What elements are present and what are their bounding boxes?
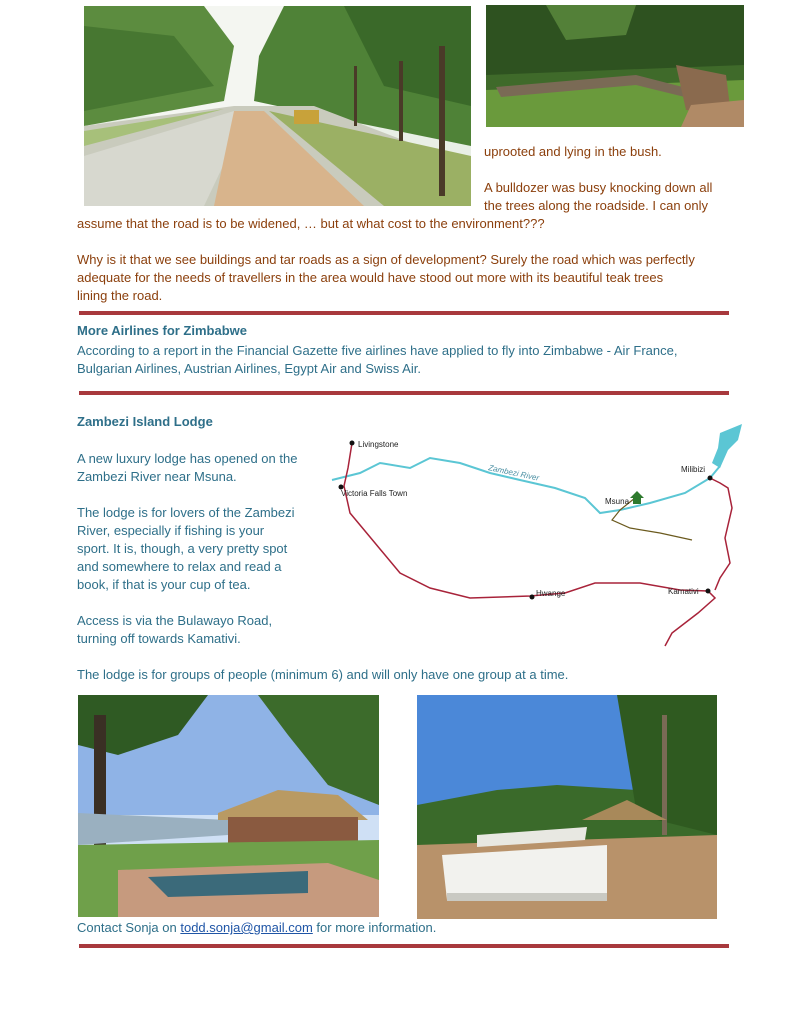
lodge-location-map [320, 418, 750, 653]
map-label-msuna: Msuna [605, 497, 630, 506]
lodge-heading: Zambezi Island Lodge [77, 414, 213, 429]
lodge-pool-photo [78, 695, 379, 917]
road-paragraph-line3: lining the road. [77, 288, 163, 303]
map-label-milibizi: Milibizi [681, 465, 705, 474]
caption-bulldozer-line1: A bulldozer was busy knocking down all [484, 180, 713, 195]
lodge-desc-line2: River, especially if fishing is your [77, 523, 265, 538]
lodge-desc-line5: book, if that is your cup of tea. [77, 577, 251, 592]
lodge-intro-line1: A new luxury lodge has opened on the [77, 451, 298, 466]
map-label-livingstone: Livingstone [358, 440, 399, 449]
caption-bulldozer-line2: the trees along the roadside. I can only [484, 198, 709, 213]
lodge-desc-line3: sport. It is, though, a very pretty spot [77, 541, 288, 556]
road-to-milibizi-line [710, 478, 732, 590]
lodge-desc-line4: and somewhere to relax and read a [77, 559, 282, 574]
road-photo [84, 6, 471, 206]
livingstone-dot [350, 441, 355, 446]
section-divider [79, 391, 729, 395]
airlines-text-line2: Bulgarian Airlines, Austrian Airlines, Egypt Air and Swiss Air. [77, 361, 421, 376]
milibizi-dot [708, 476, 713, 481]
airlines-heading: More Airlines for Zimbabwe [77, 323, 247, 338]
section-divider [79, 311, 729, 315]
contact-line [77, 919, 436, 937]
kamativi-dot [706, 589, 711, 594]
airlines-text-line1: According to a report in the Financial Gazette five airlines have applied to fly into Zimbabwe - Air France, [77, 343, 678, 358]
map-label-victoria-falls: Victoria Falls Town [341, 489, 408, 498]
boats-photo [417, 695, 717, 919]
road-paragraph-line1: Why is it that we see buildings and tar roads as a sign of development? Surely the road which was perfectly [77, 252, 695, 267]
contact-email-link[interactable]: todd.sonja@gmail.com [180, 920, 313, 935]
lodge-groups-text: The lodge is for groups of people (minimum 6) and will only have one group at a time. [77, 667, 569, 682]
caption-bulldozer-line3: assume that the road is to be widened, … but at what cost to the environment??? [77, 216, 545, 231]
lodge-intro-line2: Zambezi River near Msuna. [77, 469, 237, 484]
contact-suffix: for more information. [312, 920, 437, 935]
contact-prefix: Contact Sonja on [77, 920, 181, 935]
zambezi-river-line [332, 458, 720, 513]
caption-uprooted: uprooted and lying in the bush. [484, 144, 662, 159]
lodge-access-line1: Access is via the Bulawayo Road, [77, 613, 273, 628]
section-divider [79, 944, 729, 948]
lake-kariba-shape [712, 424, 742, 468]
map-label-river: Zambezi River [487, 463, 540, 483]
map-label-kamativi: Kamativi [668, 587, 699, 596]
lodge-desc-line1: The lodge is for lovers of the Zambezi [77, 505, 295, 520]
map-label-hwange: Hwange [536, 589, 566, 598]
lodge-marker-icon [630, 491, 644, 504]
uprooted-tree-photo [486, 5, 744, 127]
road-paragraph-line2: adequate for the needs of travellers in the area would have stood out more with its beautiful teak trees [77, 270, 664, 285]
hwange-dot [530, 595, 535, 600]
lodge-access-line2: turning off towards Kamativi. [77, 631, 241, 646]
